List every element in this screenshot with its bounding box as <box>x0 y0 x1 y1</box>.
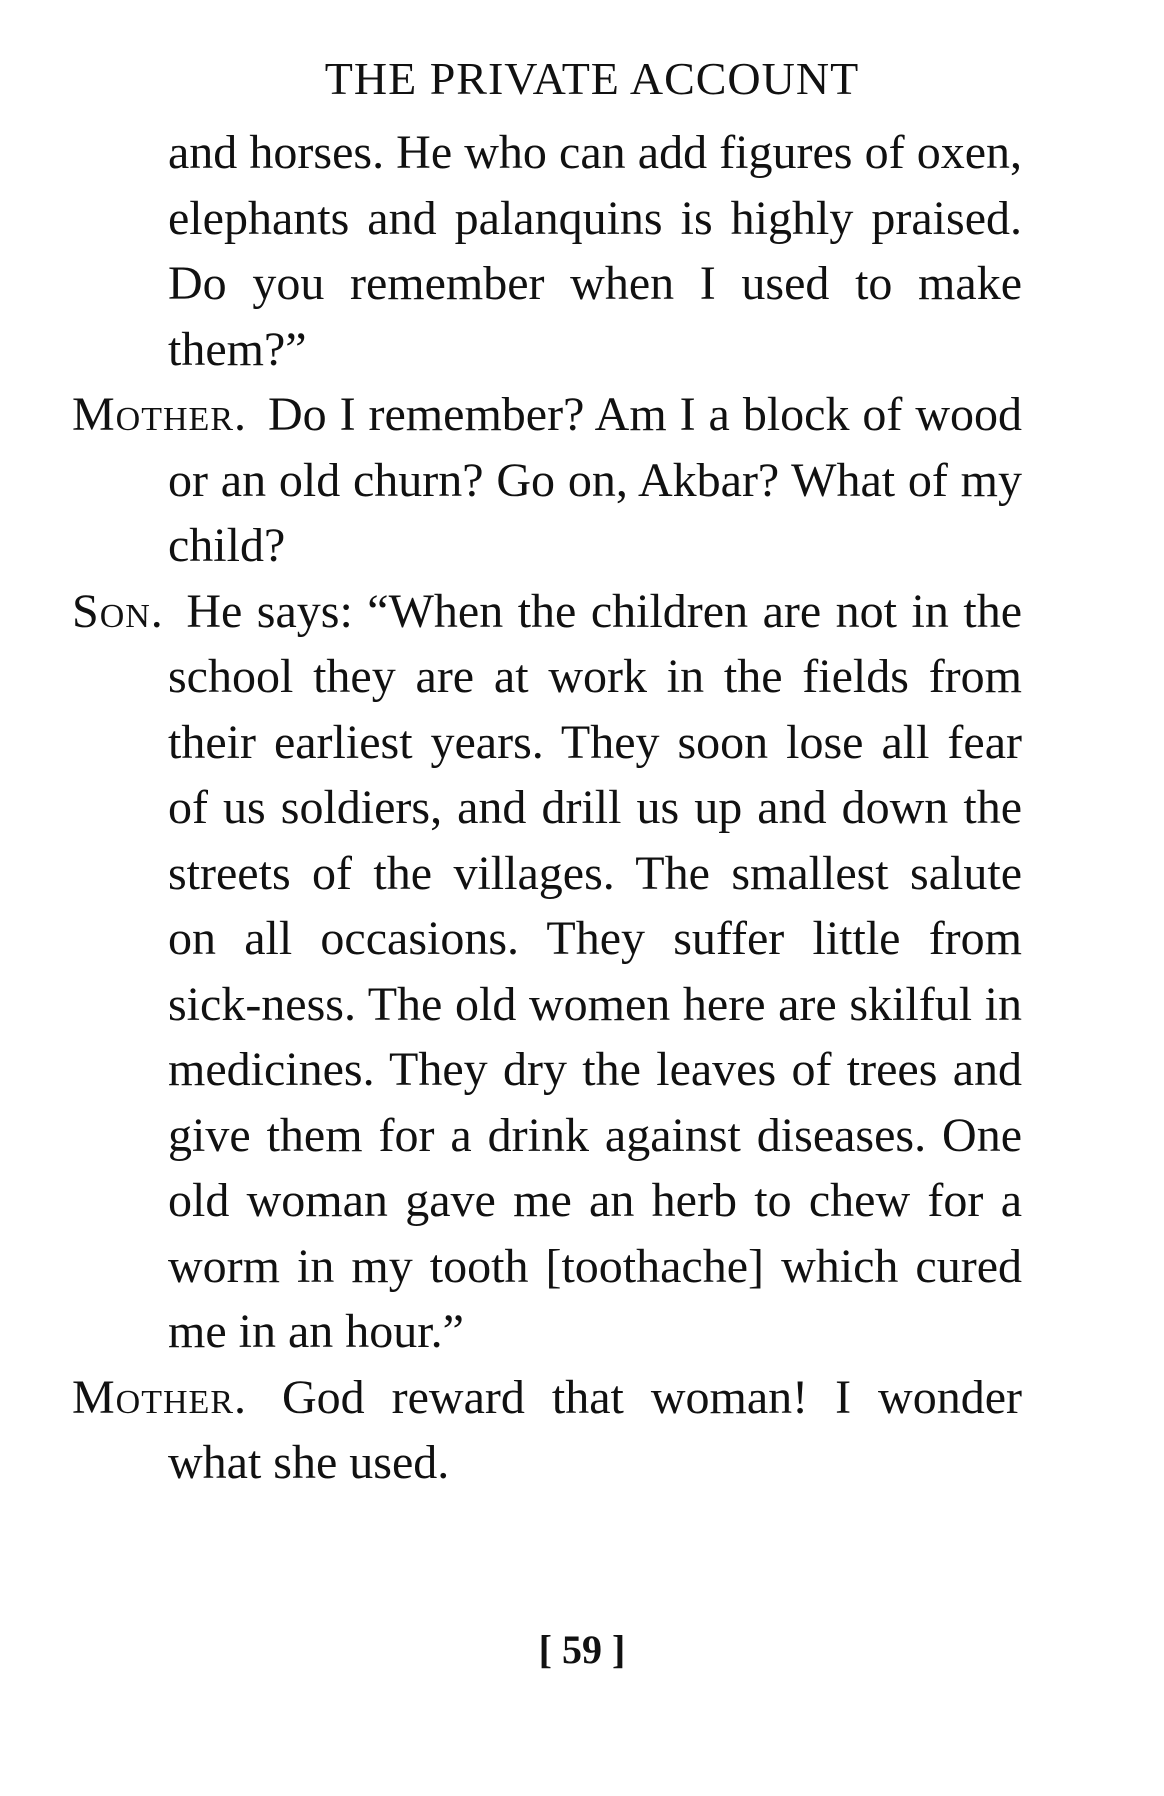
speaker-label: Son. <box>72 584 164 638</box>
body-text <box>72 120 1022 1496</box>
speaker-label: Mother. <box>72 388 248 441</box>
dialogue-paragraph-mother-1 <box>72 382 1022 579</box>
dialogue-text: He says: “When the children are not in the school they are at work in the fields from their earliest years. They soon lose all fear of us soldiers, and drill us up and down the streets of the villages. The smallest salute on all occasions. They suffer little from sick-ness. The old women here are skilful in medicines. They dry the leaves of trees and give them for a drink against diseases. One old woman gave me an herb to chew for a worm in my tooth [toothache] which cured me in an hour.” <box>168 584 1022 1358</box>
dialogue-text: God reward that woman! I wonder what she used. <box>168 1370 1023 1489</box>
dialogue-paragraph-son <box>72 579 1022 1365</box>
dialogue-paragraph-mother-2 <box>72 1365 1022 1496</box>
page-number: [ 59 ] <box>538 1627 626 1672</box>
running-head: THE PRIVATE ACCOUNT <box>324 53 860 104</box>
continuation-paragraph: and horses. He who can add figures of oxen, elephants and palanquins is highly praised. Do you remember when I used to make them?” <box>168 126 1022 376</box>
dialogue-text: Do I remember? Am I a block of wood or an old churn? Go on, Akbar? What of my child? <box>168 388 1023 572</box>
speaker-label: Mother. <box>72 1370 248 1424</box>
